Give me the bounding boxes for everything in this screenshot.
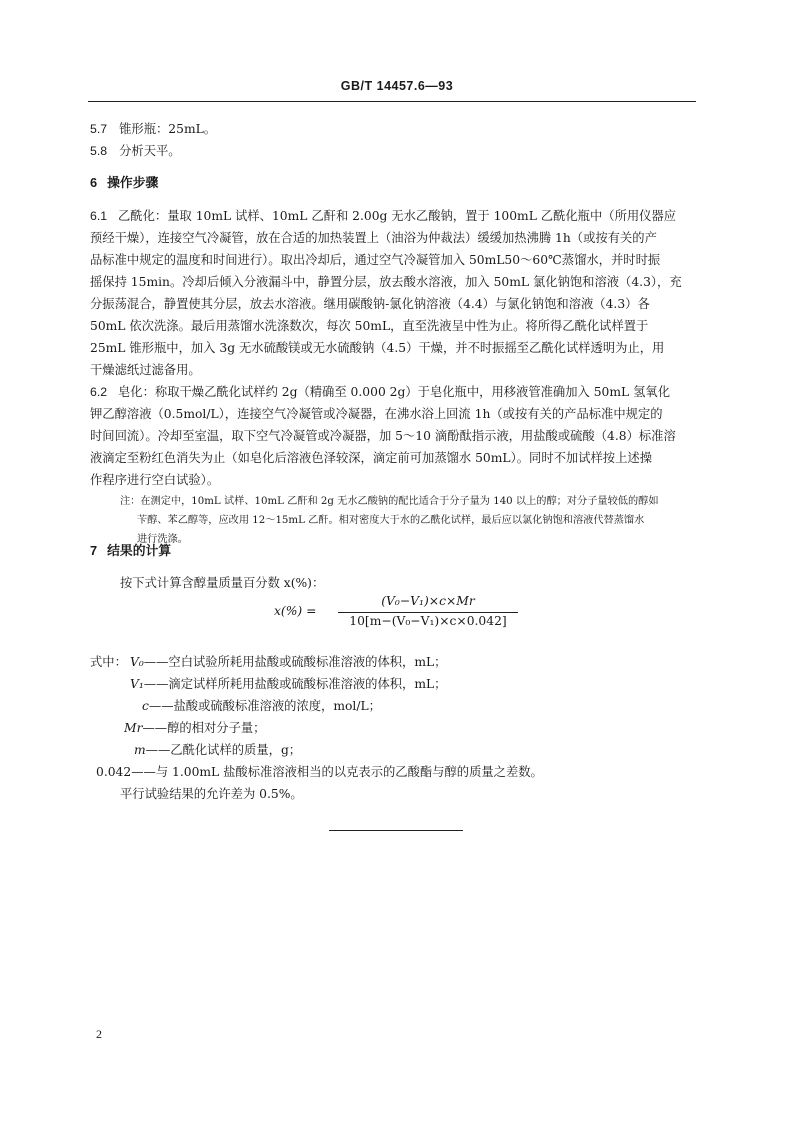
where-label: 式中： <box>90 655 127 669</box>
definition-symbol: V₀ <box>130 655 144 669</box>
para-6-2-line: 钾乙醇溶液（0.5mol/L），连接空气冷凝管或冷凝器，在沸水浴上回流 1h（或按有关的产品标准中规定的 <box>90 407 663 421</box>
header-rule <box>88 101 696 102</box>
definition-symbol: 0.042 <box>96 765 132 779</box>
note-line: 苄醇、苯乙醇等，应改用 12～15mL 乙酐。相对密度大于水的乙酰化试样，最后应以氯化钠饱和溶液代替蒸馏水 <box>137 515 645 526</box>
definition-row <box>124 717 265 739</box>
para-6-1-line: 预经干燥），连接空气冷凝管，放在合适的加热装置上（油浴为仲裁法）缓缓加热沸腾 1h（或按有关的产 <box>90 231 657 245</box>
item-text: 分析天平。 <box>119 144 181 158</box>
paragraph-number: 6.1 <box>90 209 108 223</box>
definition-symbol: V₁ <box>130 677 144 691</box>
definition-symbol: m <box>134 743 146 757</box>
item-5-8 <box>90 140 181 162</box>
para-6-1-line: 摇保持 15min。冷却后倾入分液漏斗中，静置分层，放去酸水溶液，加入 50mL 氯化钠饱和溶液（4.3），充 <box>90 275 682 289</box>
section-title: 操作步骤 <box>107 176 159 191</box>
page-number: 2 <box>96 1027 102 1041</box>
section-number: 6 <box>90 175 98 190</box>
para-6-2-line: 液滴定至粉红色消失为止（如皂化后溶液色泽较深，滴定前可加蒸馏水 50mL）。同时不加试样按上述操 <box>90 451 652 465</box>
note-line: 进行洗涤。 <box>137 534 188 545</box>
para-6-1-line: 分振荡混合，静置使其分层，放去水溶液。继用碳酸钠-氯化钠溶液（4.4）与氯化钠饱和溶液（4.3）各 <box>90 297 650 311</box>
formula-lhs: x(%) = <box>274 604 317 618</box>
tolerance-text: 平行试验结果的允许差为 0.5%。 <box>120 787 303 801</box>
definition-row <box>96 761 543 783</box>
formula-numerator: (V₀−V₁)×c×Mr <box>381 594 475 608</box>
item-number: 5.8 <box>90 144 108 158</box>
definition-text: ——滴定试样所耗用盐酸或硫酸标准溶液的体积，mL； <box>143 677 447 691</box>
note-line: 注：在测定中，10mL 试样、10mL 乙酐和 2g 无水乙酸钠的配比适合于分子量为 140 以上的醇；对分子量较低的醇如 <box>120 496 659 507</box>
definition-text: ——乙酰化试样的质量，g； <box>145 743 302 757</box>
definition-text: ——盐酸或硫酸标准溶液的浓度，mol/L； <box>148 699 381 713</box>
fraction-bar <box>338 612 518 613</box>
paragraph-number: 6.2 <box>90 385 108 399</box>
definition-row <box>142 695 381 717</box>
para-6-1-number <box>90 205 119 227</box>
definition-text: ——与 1.00mL 盐酸标准溶液相当的以克表示的乙酸酯与醇的质量之差数。 <box>131 765 543 779</box>
section-7-heading <box>90 540 171 559</box>
definition-symbol: c <box>142 699 149 713</box>
section-title: 结果的计算 <box>107 544 172 559</box>
end-rule <box>329 830 463 831</box>
section-6-heading <box>90 172 158 191</box>
item-5-7 <box>90 118 216 140</box>
item-number: 5.7 <box>90 122 108 136</box>
para-6-2-line: 皂化：称取干燥乙酰化试样约 2g（精确至 0.000 2g）于皂化瓶中，用移液管准确加入 50mL 氢氧化 <box>118 385 671 399</box>
definition-row <box>134 739 301 761</box>
para-6-1-line: 干燥滤纸过滤备用。 <box>90 363 201 377</box>
formula-denominator: 10[m−(V₀−V₁)×c×0.042] <box>349 614 507 628</box>
item-text: 锥形瓶：25mL。 <box>119 122 217 136</box>
para-6-2-line: 作程序进行空白试验）。 <box>90 473 220 487</box>
para-6-2-line: 时间回流）。冷却至室温，取下空气冷凝管或冷凝器，加 5～10 滴酚酞指示液，用盐酸或硫酸（4.8）标准溶 <box>90 429 676 443</box>
document-header: GB/T 14457.6—93 <box>340 79 454 93</box>
para-6-1-line: 25mL 锥形瓶中，加入 3g 无水硫酸镁或无水硫酸钠（4.5）干燥，并不时振摇至乙酰化试样透明为止，用 <box>90 341 665 355</box>
para-6-1-line: 50mL 依次洗涤。最后用蒸馏水洗涤数次，每次 50mL，直至洗液呈中性为止。将所得乙酰化试样置于 <box>90 319 649 333</box>
definition-text: ——空白试验所耗用盐酸或硫酸标准溶液的体积，mL； <box>143 655 447 669</box>
para-6-1-line: 乙酰化：量取 10mL 试样、10mL 乙酐和 2.00g 无水乙酸钠，置于 100mL 乙酰化瓶中（所用仪器应 <box>118 209 677 223</box>
definition-text: ——醇的相对分子量； <box>142 721 266 735</box>
section-number: 7 <box>90 543 98 558</box>
definition-row <box>130 673 446 695</box>
definition-symbol: Mr <box>124 721 143 735</box>
para-6-2-number <box>90 381 119 403</box>
formula-intro: 按下式计算含醇量质量百分数 x(%)： <box>120 576 325 590</box>
definition-row <box>130 651 446 673</box>
para-6-1-line: 品标准中规定的温度和时间进行）。取出冷却后，通过空气冷凝管加入 50mL50～60℃蒸馏水，并时时振 <box>90 253 661 267</box>
